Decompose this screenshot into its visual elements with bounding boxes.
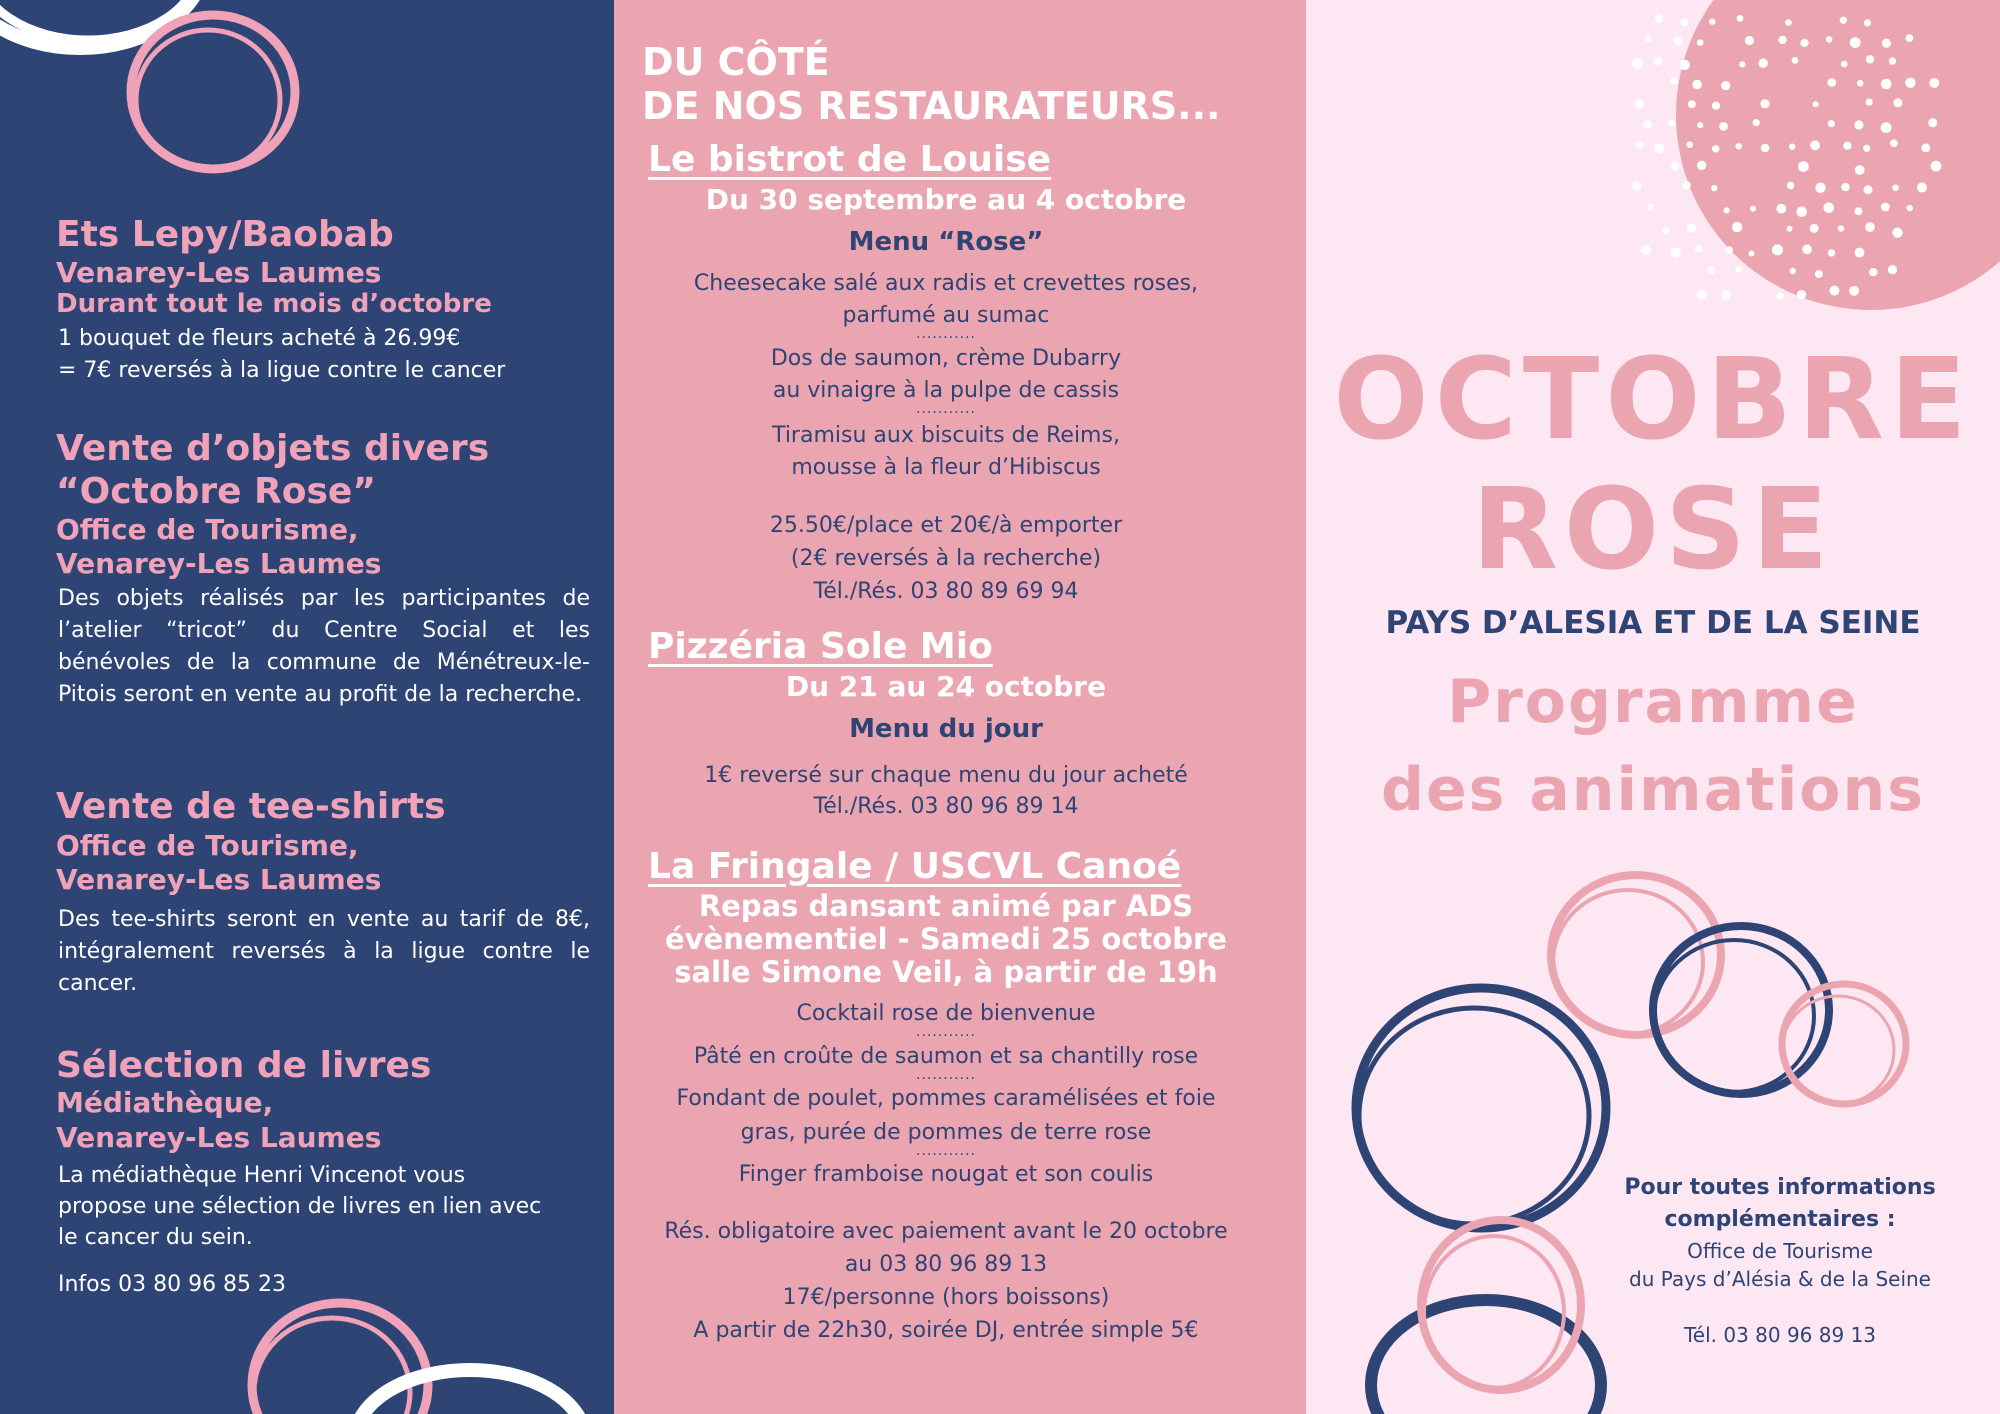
- decorative-dot: [1695, 245, 1702, 252]
- decorative-dot: [1787, 182, 1795, 190]
- decorative-dot: [1841, 61, 1848, 68]
- event-line: Repas dansant animé par ADS: [698, 889, 1194, 923]
- decorative-dot: [1778, 36, 1786, 44]
- phone-line: Tél./Rés. 03 80 96 89 14: [813, 794, 1079, 819]
- middle-panel: [614, 0, 1306, 1414]
- right-panel: [1306, 0, 2000, 1414]
- menu-dish: Pâté en croûte de saumon et sa chantilly rose: [693, 1044, 1199, 1069]
- separator-dots: ...........: [916, 1143, 976, 1159]
- decorative-dot: [1644, 35, 1651, 42]
- menu-dish: gras, purée de pommes de terre rose: [740, 1120, 1152, 1145]
- decorative-dot: [1712, 145, 1720, 153]
- decorative-dot: [1647, 204, 1654, 211]
- menu-title: Menu du jour: [849, 714, 1043, 744]
- decorative-dot: [1855, 248, 1865, 258]
- decorative-dot: [1881, 79, 1892, 90]
- decorative-dot: [1796, 207, 1807, 218]
- decorative-dot: [1838, 225, 1844, 231]
- contact-phone: Tél. 03 80 96 89 13: [1683, 1323, 1877, 1347]
- decorative-dot: [1680, 60, 1690, 70]
- decorative-dot: [1670, 77, 1678, 85]
- section-info: Infos 03 80 96 85 23: [58, 1272, 287, 1297]
- decorative-dot: [1893, 98, 1902, 107]
- decorative-dot: [1697, 290, 1707, 300]
- decorative-dot: [1671, 247, 1681, 257]
- contact-office: du Pays d’Alésia & de la Seine: [1629, 1267, 1931, 1291]
- menu-dish: Cocktail rose de bienvenue: [796, 1001, 1096, 1026]
- menu-dish: parfumé au sumac: [842, 303, 1050, 328]
- main-title: ROSE: [1471, 465, 1835, 595]
- restaurant-name: La Fringale / USCVL Canoé: [648, 846, 1182, 887]
- decorative-dot: [1776, 204, 1786, 214]
- decorative-dot: [1826, 36, 1833, 43]
- decorative-dot: [1719, 122, 1728, 131]
- restaurant-name: Pizzéria Sole Mio: [648, 626, 993, 667]
- decorative-dot: [1712, 102, 1720, 110]
- decorative-dot: [1798, 161, 1809, 172]
- decorative-dot: [1906, 34, 1914, 42]
- menu-dish: au vinaigre à la pulpe de cassis: [772, 378, 1120, 403]
- decorative-dot: [1905, 78, 1915, 88]
- decorative-dot: [1921, 144, 1930, 153]
- decorative-dot: [1787, 226, 1793, 232]
- decorative-dot: [1668, 119, 1675, 126]
- decorative-dot: [1682, 181, 1690, 189]
- decorative-dot: [1928, 118, 1937, 127]
- decorative-dot: [1785, 19, 1792, 26]
- decorative-dot: [1850, 37, 1861, 48]
- event-line: salle Simone Veil, à partir de 19h: [674, 955, 1218, 989]
- decorative-dot: [1892, 185, 1899, 192]
- decorative-dot: [1735, 143, 1742, 150]
- decorative-dot: [1890, 139, 1898, 147]
- separator-dots: ...........: [916, 326, 976, 342]
- decorative-dot: [1724, 207, 1730, 213]
- decorative-dot: [1772, 244, 1783, 255]
- decorative-dot: [1864, 19, 1871, 26]
- decorative-dot: [1759, 59, 1768, 68]
- menu-dish: Tiramisu aux biscuits de Reims,: [772, 423, 1120, 448]
- section-location: Venarey-Les Laumes: [56, 547, 382, 580]
- decorative-dot: [1709, 19, 1715, 25]
- decorative-dot: [1761, 144, 1770, 153]
- decorative-dot: [1865, 222, 1875, 232]
- decorative-dot: [1686, 141, 1693, 148]
- program-title: Programme: [1447, 667, 1859, 737]
- info-line: 1€ reversé sur chaque menu du jour acheté: [704, 763, 1188, 788]
- decorative-dot: [1632, 181, 1642, 191]
- decorative-dot: [1917, 183, 1927, 193]
- decorative-dot: [1697, 161, 1706, 170]
- section-location: Office de Tourisme,: [56, 513, 359, 546]
- decorative-dot: [1662, 227, 1669, 234]
- decorative-dot: [1866, 99, 1873, 106]
- menu-dish: Fondant de poulet, pommes caramélisées et foie: [676, 1086, 1216, 1111]
- decorative-dot: [1931, 161, 1942, 172]
- decorative-dot: [1849, 286, 1859, 296]
- section-location: Médiathèque,: [56, 1086, 274, 1119]
- menu-title: Menu “Rose”: [848, 227, 1044, 257]
- info-line: A partir de 22h30, soirée DJ, entrée simple 5€: [693, 1318, 1199, 1343]
- decorative-dot: [1776, 292, 1783, 299]
- decorative-dot: [1929, 78, 1939, 88]
- decorative-dot: [1828, 249, 1835, 256]
- decorative-dot: [1697, 122, 1703, 128]
- decorative-dot: [1654, 57, 1662, 65]
- section-location: Venarey-Les Laumes: [56, 1121, 382, 1154]
- section-body-line: = 7€ reversés à la ligue contre le cancer: [58, 358, 506, 383]
- decorative-dot: [1726, 246, 1733, 253]
- decorative-dot: [1792, 57, 1799, 64]
- decorative-dot: [1671, 162, 1680, 171]
- info-line: Rés. obligatoire avec paiement avant le 20 octobre: [664, 1219, 1228, 1244]
- decorative-dot: [1815, 270, 1823, 278]
- decorative-dot: [1739, 61, 1745, 67]
- panel-title: DU CÔTÉ: [642, 40, 830, 84]
- decorative-dot: [1745, 36, 1754, 45]
- menu-dish: mousse à la fleur d’Hibiscus: [791, 455, 1101, 480]
- decorative-dot: [1735, 266, 1742, 273]
- restaurant-name: Le bistrot de Louise: [648, 139, 1052, 180]
- decorative-dot: [1854, 120, 1863, 129]
- decorative-dot: [1881, 203, 1890, 212]
- separator-dots: ...........: [916, 401, 976, 417]
- section-body: Des objets réalisés par les participantes de l’atelier “tricot” du Centre Social et les bénévoles de la commune de Ménétreux-le-Pitois seront en vente au profit de la recherche.: [58, 586, 590, 707]
- decorative-dot: [1864, 185, 1873, 194]
- decorative-dot: [1732, 222, 1742, 232]
- decorative-dot: [1828, 78, 1837, 87]
- decorative-dot: [1654, 144, 1664, 154]
- decorative-dot: [1692, 80, 1702, 90]
- left-panel: [0, 0, 614, 1414]
- separator-dots: ...........: [916, 1024, 976, 1040]
- decorative-dot: [1753, 119, 1760, 126]
- decorative-dot: [1635, 100, 1644, 109]
- decorative-dot: [1789, 144, 1795, 150]
- restaurant-dates: Du 30 septembre au 4 octobre: [705, 183, 1187, 216]
- decorative-dot: [1828, 120, 1835, 127]
- main-title: OCTOBRE: [1333, 335, 1973, 465]
- decorative-dot: [1892, 228, 1902, 238]
- phone-line: Tél./Rés. 03 80 89 69 94: [813, 579, 1079, 604]
- decorative-dot: [1810, 224, 1819, 233]
- section-location: Venarey-Les Laumes: [56, 863, 382, 896]
- section-body-line: La médiathèque Henri Vincenot vous: [58, 1163, 466, 1188]
- decorative-dot: [1750, 206, 1756, 212]
- decorative-dot: [1802, 245, 1812, 255]
- decorative-dot: [1869, 268, 1877, 276]
- event-line: évènementiel - Samedi 25 octobre: [665, 922, 1227, 956]
- separator-dots: ...........: [916, 1067, 976, 1083]
- menu-dish: Cheesecake salé aux radis et crevettes roses,: [693, 271, 1199, 296]
- price-line: 17€/personne (hors boissons): [782, 1285, 1110, 1310]
- decorative-dot: [1881, 122, 1892, 133]
- decorative-dot: [1643, 120, 1652, 129]
- phone-line: au 03 80 96 89 13: [844, 1252, 1048, 1277]
- decorative-dot: [1815, 183, 1825, 193]
- decorative-dot: [1688, 100, 1696, 108]
- region-subtitle: PAYS D’ALESIA ET DE LA SEINE: [1385, 605, 1921, 641]
- decorative-dot: [1855, 165, 1865, 175]
- decorative-dot: [1760, 99, 1769, 108]
- decorative-dot: [1843, 142, 1851, 150]
- restaurant-dates: Du 21 au 24 octobre: [785, 670, 1107, 703]
- decorative-dot: [1687, 224, 1696, 233]
- decorative-dot: [1824, 203, 1835, 214]
- decorative-dot: [1707, 266, 1715, 274]
- menu-dish: Dos de saumon, crème Dubarry: [770, 346, 1122, 371]
- decorative-dot: [1737, 15, 1744, 22]
- decorative-dot: [1889, 57, 1896, 64]
- menu-dish: Finger framboise nougat et son coulis: [738, 1162, 1154, 1187]
- price-line: (2€ reversés à la recherche): [790, 546, 1102, 571]
- section-body-line: propose une sélection de livres en lien avec: [58, 1194, 542, 1219]
- contact-heading: Pour toutes informations: [1624, 1175, 1936, 1200]
- section-title: Vente d’objets divers: [56, 428, 490, 469]
- decorative-dot: [1797, 290, 1806, 299]
- decorative-dot: [1857, 80, 1864, 87]
- section-title: “Octobre Rose”: [56, 471, 376, 512]
- decorative-dot: [1636, 141, 1644, 149]
- decorative-dot: [1790, 268, 1796, 274]
- contact-heading: complémentaires :: [1664, 1207, 1896, 1232]
- decorative-dot: [1674, 36, 1683, 45]
- program-title: des animations: [1381, 755, 1925, 825]
- decorative-dot: [1866, 55, 1874, 63]
- section-body-line: 1 bouquet de fleurs acheté à 26.99€: [58, 326, 461, 351]
- decorative-dot: [1888, 265, 1897, 274]
- contact-office: Office de Tourisme: [1687, 1239, 1873, 1263]
- decorative-dot: [1882, 39, 1891, 48]
- decorative-dot: [1721, 81, 1730, 90]
- decorative-dot: [1863, 145, 1870, 152]
- section-location: Office de Tourisme,: [56, 829, 359, 862]
- decorative-dot: [1813, 101, 1819, 107]
- decorative-dot: [1711, 185, 1717, 191]
- decorative-dot: [1855, 207, 1863, 215]
- section-location: Venarey-Les Laumes: [56, 256, 382, 289]
- panel-title: DE NOS RESTAURATEURS...: [642, 84, 1221, 128]
- decorative-dot: [1800, 39, 1808, 47]
- section-body: Des tee-shirts seront en vente au tarif de 8€, intégralement reversés à la ligue contre le cancer.: [58, 907, 590, 996]
- section-body-line: le cancer du sein.: [58, 1225, 253, 1250]
- price-line: 25.50€/place et 20€/à emporter: [769, 513, 1123, 538]
- decorative-dot: [1841, 183, 1849, 191]
- decorative-dot: [1810, 140, 1820, 150]
- decorative-dot: [1641, 245, 1651, 255]
- decorative-dot: [1840, 17, 1847, 24]
- decorative-dot: [1907, 205, 1913, 211]
- decorative-dot: [1655, 14, 1664, 23]
- section-period: Durant tout le mois d’octobre: [56, 289, 492, 319]
- decorative-dot: [1632, 58, 1643, 69]
- decorative-dot: [1749, 251, 1755, 257]
- decorative-dot: [1697, 39, 1704, 46]
- section-title: Vente de tee-shirts: [56, 786, 446, 827]
- decorative-dot: [1681, 18, 1689, 26]
- decorative-dot: [1829, 286, 1839, 296]
- section-title: Sélection de livres: [56, 1045, 432, 1086]
- section-title: Ets Lepy/Baobab: [56, 214, 394, 255]
- decorative-dot: [1721, 290, 1731, 300]
